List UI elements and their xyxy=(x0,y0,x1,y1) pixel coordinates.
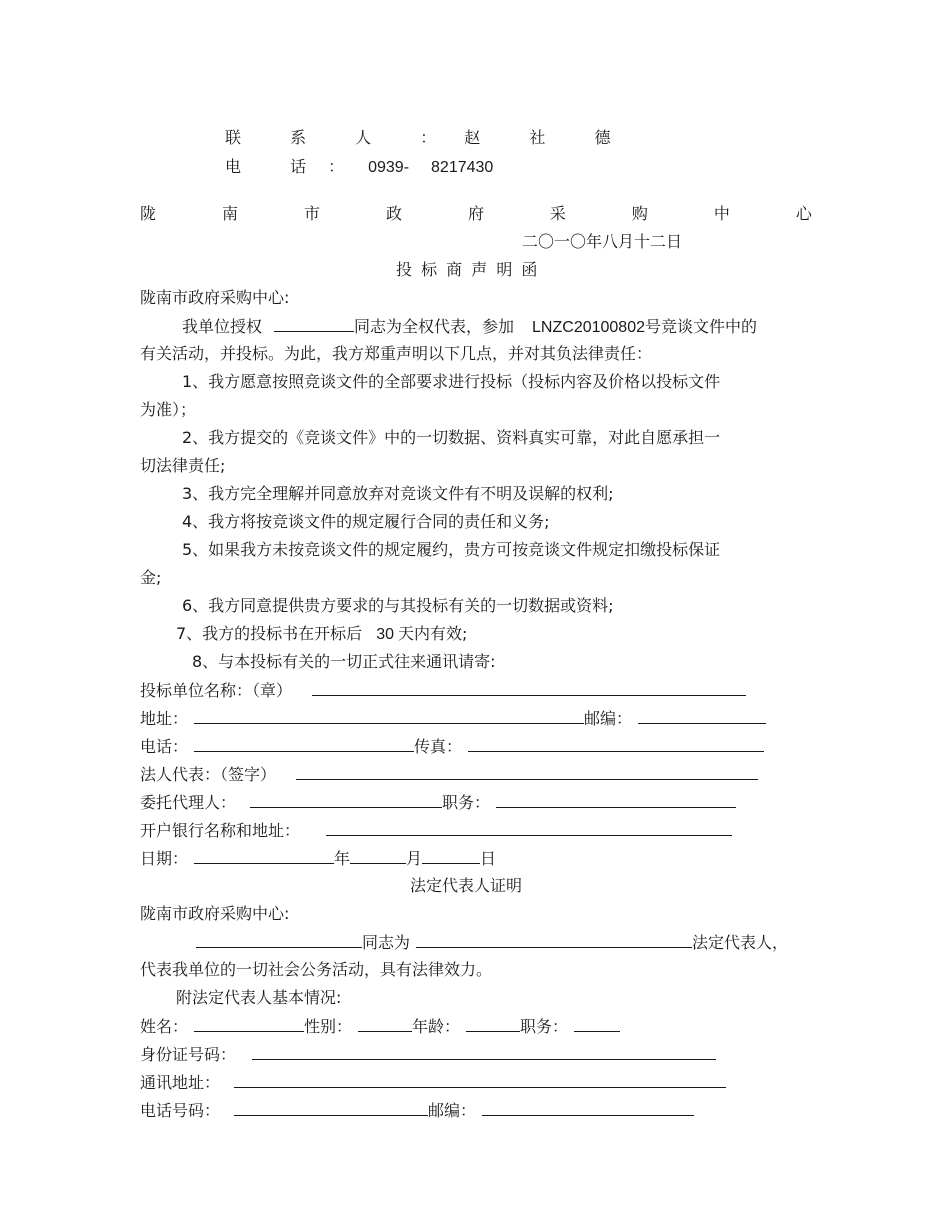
mailing-address-row xyxy=(140,1072,726,1092)
intro-part-b: 同志为全权代表，参加 xyxy=(354,317,515,336)
postcode-label: 邮编： xyxy=(584,709,633,728)
id-number-row xyxy=(140,1044,716,1064)
rep-phone-field[interactable] xyxy=(234,1100,428,1116)
rep-phone-label: 电话号码： xyxy=(140,1101,221,1120)
certificate-line-2: 代表我单位的一切社会公务活动，具有法律效力。 xyxy=(140,960,493,979)
mailing-address-label: 通讯地址： xyxy=(140,1073,221,1092)
month-label: 月 xyxy=(406,849,423,868)
cert-line1-part-a: 同志为 xyxy=(362,933,411,952)
declaration-item-2: 2、我方提交的《竞谈文件》中的一切数据、资料真实可靠，对此自愿承担一 xyxy=(182,428,721,447)
rep-phone-row xyxy=(140,1100,694,1120)
bidder-name-label: 投标单位名称：（章） xyxy=(140,681,293,700)
certificate-addressee: 陇南市政府采购中心: xyxy=(140,904,290,923)
cert-line1-part-b: 法定代表人， xyxy=(692,933,789,952)
fax-label: 传真： xyxy=(414,737,463,756)
contact-phone-code: 0939- xyxy=(368,159,410,176)
gender-label: 性别： xyxy=(304,1017,353,1036)
company-blank[interactable] xyxy=(416,932,692,948)
gender-field[interactable] xyxy=(358,1016,412,1032)
declaration-intro-line2: 有关活动，并投标。为此，我方郑重声明以下几点，并对其负法律责任： xyxy=(140,344,653,363)
issuer-char: 府 xyxy=(467,204,484,223)
declaration-intro-line1 xyxy=(182,316,757,336)
issuer-char: 中 xyxy=(713,204,730,223)
declaration-item-6: 6、我方同意提供贵方要求的与其投标有关的一切数据或资料; xyxy=(182,596,614,615)
declaration-item-4: 4、我方将按竞谈文件的规定履行合同的责任和义务; xyxy=(182,512,550,531)
phone-label: 电话： xyxy=(140,737,189,756)
authorized-person-blank[interactable] xyxy=(274,316,354,332)
issuer-char: 陇 xyxy=(140,204,157,223)
certificate-info-heading: 附法定代表人基本情况: xyxy=(176,988,342,1007)
bank-field[interactable] xyxy=(326,820,732,836)
phone-fax-row xyxy=(140,736,764,756)
bidder-name-row xyxy=(140,680,746,700)
agent-label: 委托代理人： xyxy=(140,793,237,812)
bank-row xyxy=(140,820,732,840)
rep-name-blank[interactable] xyxy=(196,932,362,948)
declaration-item-8: 8、与本投标有关的一切正式往来通讯请寄: xyxy=(192,652,496,671)
legal-rep-field[interactable] xyxy=(296,764,758,780)
contact-phone-line xyxy=(225,157,493,177)
rep-postcode-label: 邮编： xyxy=(428,1101,477,1120)
fax-field[interactable] xyxy=(468,736,764,752)
declaration-item-5: 5、如果我方未按竞谈文件的规定履约，贵方可按竞谈文件规定扣缴投标保证 xyxy=(182,540,721,559)
agent-field[interactable] xyxy=(250,792,442,808)
agent-position-field[interactable] xyxy=(496,792,736,808)
id-number-field[interactable] xyxy=(252,1044,716,1060)
basic-info-row xyxy=(140,1016,620,1036)
phone-field[interactable] xyxy=(194,736,414,752)
declaration-addressee: 陇南市政府采购中心: xyxy=(140,288,290,307)
address-label: 地址： xyxy=(140,709,189,728)
name-label: 姓名： xyxy=(140,1017,189,1036)
issuer-name xyxy=(140,204,812,224)
postcode-field[interactable] xyxy=(638,708,766,724)
declaration-item-1: 1、我方愿意按照竞谈文件的全部要求进行投标（投标内容及价格以投标文件 xyxy=(182,372,721,391)
name-field[interactable] xyxy=(194,1016,304,1032)
id-number-label: 身份证号码： xyxy=(140,1045,237,1064)
day-label: 日 xyxy=(480,849,497,868)
issuer-char: 心 xyxy=(795,204,812,223)
issuer-char: 采 xyxy=(549,204,566,223)
legal-rep-label: 法人代表：（签字） xyxy=(140,765,277,784)
declaration-item-3: 3、我方完全理解并同意放弃对竞谈文件有不明及误解的权利; xyxy=(182,484,614,503)
bidder-name-field[interactable] xyxy=(312,680,746,696)
declaration-item-5-cont: 金; xyxy=(140,568,162,587)
day-field[interactable] xyxy=(422,848,480,864)
intro-part-c: 号竞谈文件中的 xyxy=(645,317,758,336)
date-row xyxy=(140,848,496,868)
rep-postcode-field[interactable] xyxy=(482,1100,694,1116)
issuer-char: 购 xyxy=(631,204,648,223)
year-field[interactable] xyxy=(194,848,334,864)
contact-person-label: 联 系 人 ： xyxy=(225,128,459,147)
intro-part-a: 我单位授权 xyxy=(182,317,263,336)
mailing-address-field[interactable] xyxy=(234,1072,726,1088)
item7-part-a: 7、我方的投标书在开标后 xyxy=(176,624,363,643)
month-field[interactable] xyxy=(350,848,406,864)
certificate-line-1 xyxy=(196,932,788,952)
agent-row xyxy=(140,792,736,812)
legal-rep-row xyxy=(140,764,758,784)
rep-position-label: 职务： xyxy=(520,1017,569,1036)
bank-label: 开户银行名称和地址： xyxy=(140,821,301,840)
item7-part-b: 天内有效; xyxy=(397,624,468,643)
declaration-item-2-cont: 切法律责任; xyxy=(140,456,226,475)
issuer-char: 市 xyxy=(303,204,320,223)
contact-phone-number: 8217430 xyxy=(431,159,494,176)
rep-position-field[interactable] xyxy=(574,1016,620,1032)
address-row xyxy=(140,708,766,728)
agent-position-label: 职务： xyxy=(442,793,491,812)
issue-date: 二〇一〇年八月十二日 xyxy=(522,232,683,251)
age-label: 年龄： xyxy=(412,1017,461,1036)
document-number: LNZC20100802 xyxy=(532,319,645,336)
declaration-title: 投 标 商 声 明 函 xyxy=(396,260,538,279)
certificate-title: 法定代表人证明 xyxy=(410,876,523,895)
age-field[interactable] xyxy=(466,1016,520,1032)
issuer-char: 政 xyxy=(385,204,402,223)
date-label: 日期： xyxy=(140,849,189,868)
contact-person-value: 赵 社 德 xyxy=(464,128,633,147)
year-label: 年 xyxy=(334,849,351,868)
declaration-item-1-cont: 为准）； xyxy=(140,400,197,419)
contact-phone-label: 电 话： xyxy=(225,157,367,176)
issuer-char: 南 xyxy=(221,204,238,223)
address-field[interactable] xyxy=(194,708,584,724)
validity-days: 30 xyxy=(376,626,394,643)
contact-person-line xyxy=(225,128,632,148)
declaration-item-7 xyxy=(176,624,467,644)
